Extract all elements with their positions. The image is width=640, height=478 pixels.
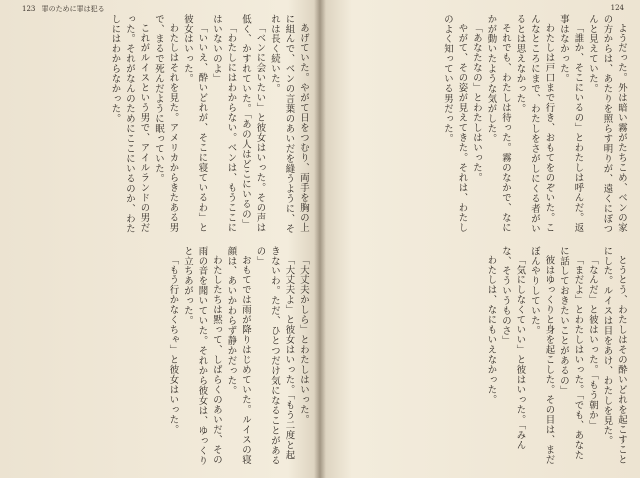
- paragraph: 「ベンに会いたい」と彼女はいった。その声は低く、かすれていた。「あの人はどこにいるの」: [240, 14, 266, 234]
- paragraph: それでも、わたしは待った。霧のなかで、なにかが動いたような気がした。: [485, 14, 511, 234]
- paragraph: 「大丈夫かしら」とわたしはいった。: [298, 255, 309, 426]
- paragraph: 「なんだ」と彼はいった。「もう朝か」: [587, 255, 598, 431]
- left-page-number: 123: [22, 5, 36, 13]
- paragraph: 「いいえ、酔いどれが、そこに寝ているわ」と彼女はいった。: [182, 14, 208, 234]
- left-lower-text-block: [18, 246, 310, 468]
- left-upper-text-block: [18, 14, 310, 236]
- paragraph: 彼はゆっくりと身を起こした。その目は、まだぼんやりしていた。: [529, 246, 555, 466]
- paragraph: 「気にしなくていい」と彼はいった。「みんな、そういうものさ」: [500, 246, 526, 451]
- paragraph: 「あなたなの」とわたしはいった。: [471, 23, 482, 184]
- paragraph: 「まだよ」とわたしはいった。「でも、あなたに話しておきたいことがあるの」: [558, 246, 584, 461]
- left-running-head: [22, 4, 105, 14]
- right-page-number: 124: [610, 4, 624, 12]
- paragraph: わたしはそれを見た。アメリカからきたある男で、まるで死んだように眠っていた。: [153, 14, 179, 234]
- right-upper-text-block: [328, 14, 628, 236]
- paragraph: ようだった。外は暗い霧がたちこめ、ベンの家の方からは、あたりを照らす明りが、遠くにぽつんと見えていた。: [587, 14, 627, 234]
- paragraph: やがて、その姿が見えてきた。それは、わたしのよく知っている男だった。: [442, 14, 468, 234]
- paragraph: わたしは、なにもいえなかった。: [485, 255, 497, 406]
- paragraph: 「もう行かなくちゃ」と彼女はいった。: [167, 255, 179, 436]
- paragraph: あげていた。やがて日をつむり、両手を胸の上に組んで、ベンの言葉のあいだを縫うように、それは長く続いた。: [269, 14, 309, 234]
- right-running-head: [611, 4, 624, 12]
- paragraph: わたしたちは黙って、しばらくのあいだ、その雨の音を聞いていた。それから彼女は、ゆっくりと立ちあがった。: [182, 246, 222, 466]
- paragraph: わたしは戸口まで行き、おもてをのぞいた。こんなところにまで、わたしをさがしにくる者がいるとは思えなかった。: [514, 14, 555, 234]
- paragraph: これがルイスという男で、アイルランドの男だった。それがなんのためにここにいるのか、わたしにはわからなかった。: [109, 14, 150, 234]
- left-page: [0, 0, 318, 478]
- paragraph: とうとう、わたしはその酔いどれを起こすことにした。ルイスは目をあけ、わたしを見た。: [601, 246, 627, 466]
- paragraph: おもてでは雨が降りはじめていた。ルイスの寝顔は、あいかわらず静かだった。: [225, 246, 251, 466]
- right-lower-text-block: [328, 246, 628, 468]
- paragraph: 「わたしにはわからない。ベンは、もうここにはいないのよ」: [211, 14, 237, 234]
- right-page: [322, 0, 640, 478]
- paragraph: 「誰か、そこにいるの」とわたしは呼んだ。返事はなかった。: [558, 14, 584, 234]
- left-running-title: 罪のために罪は犯る: [41, 5, 105, 13]
- paragraph: 「大丈夫よ」と彼女はいった。「もう二度と起きないわ。ただ、ひとつだけ気になることがあるの」: [254, 246, 295, 466]
